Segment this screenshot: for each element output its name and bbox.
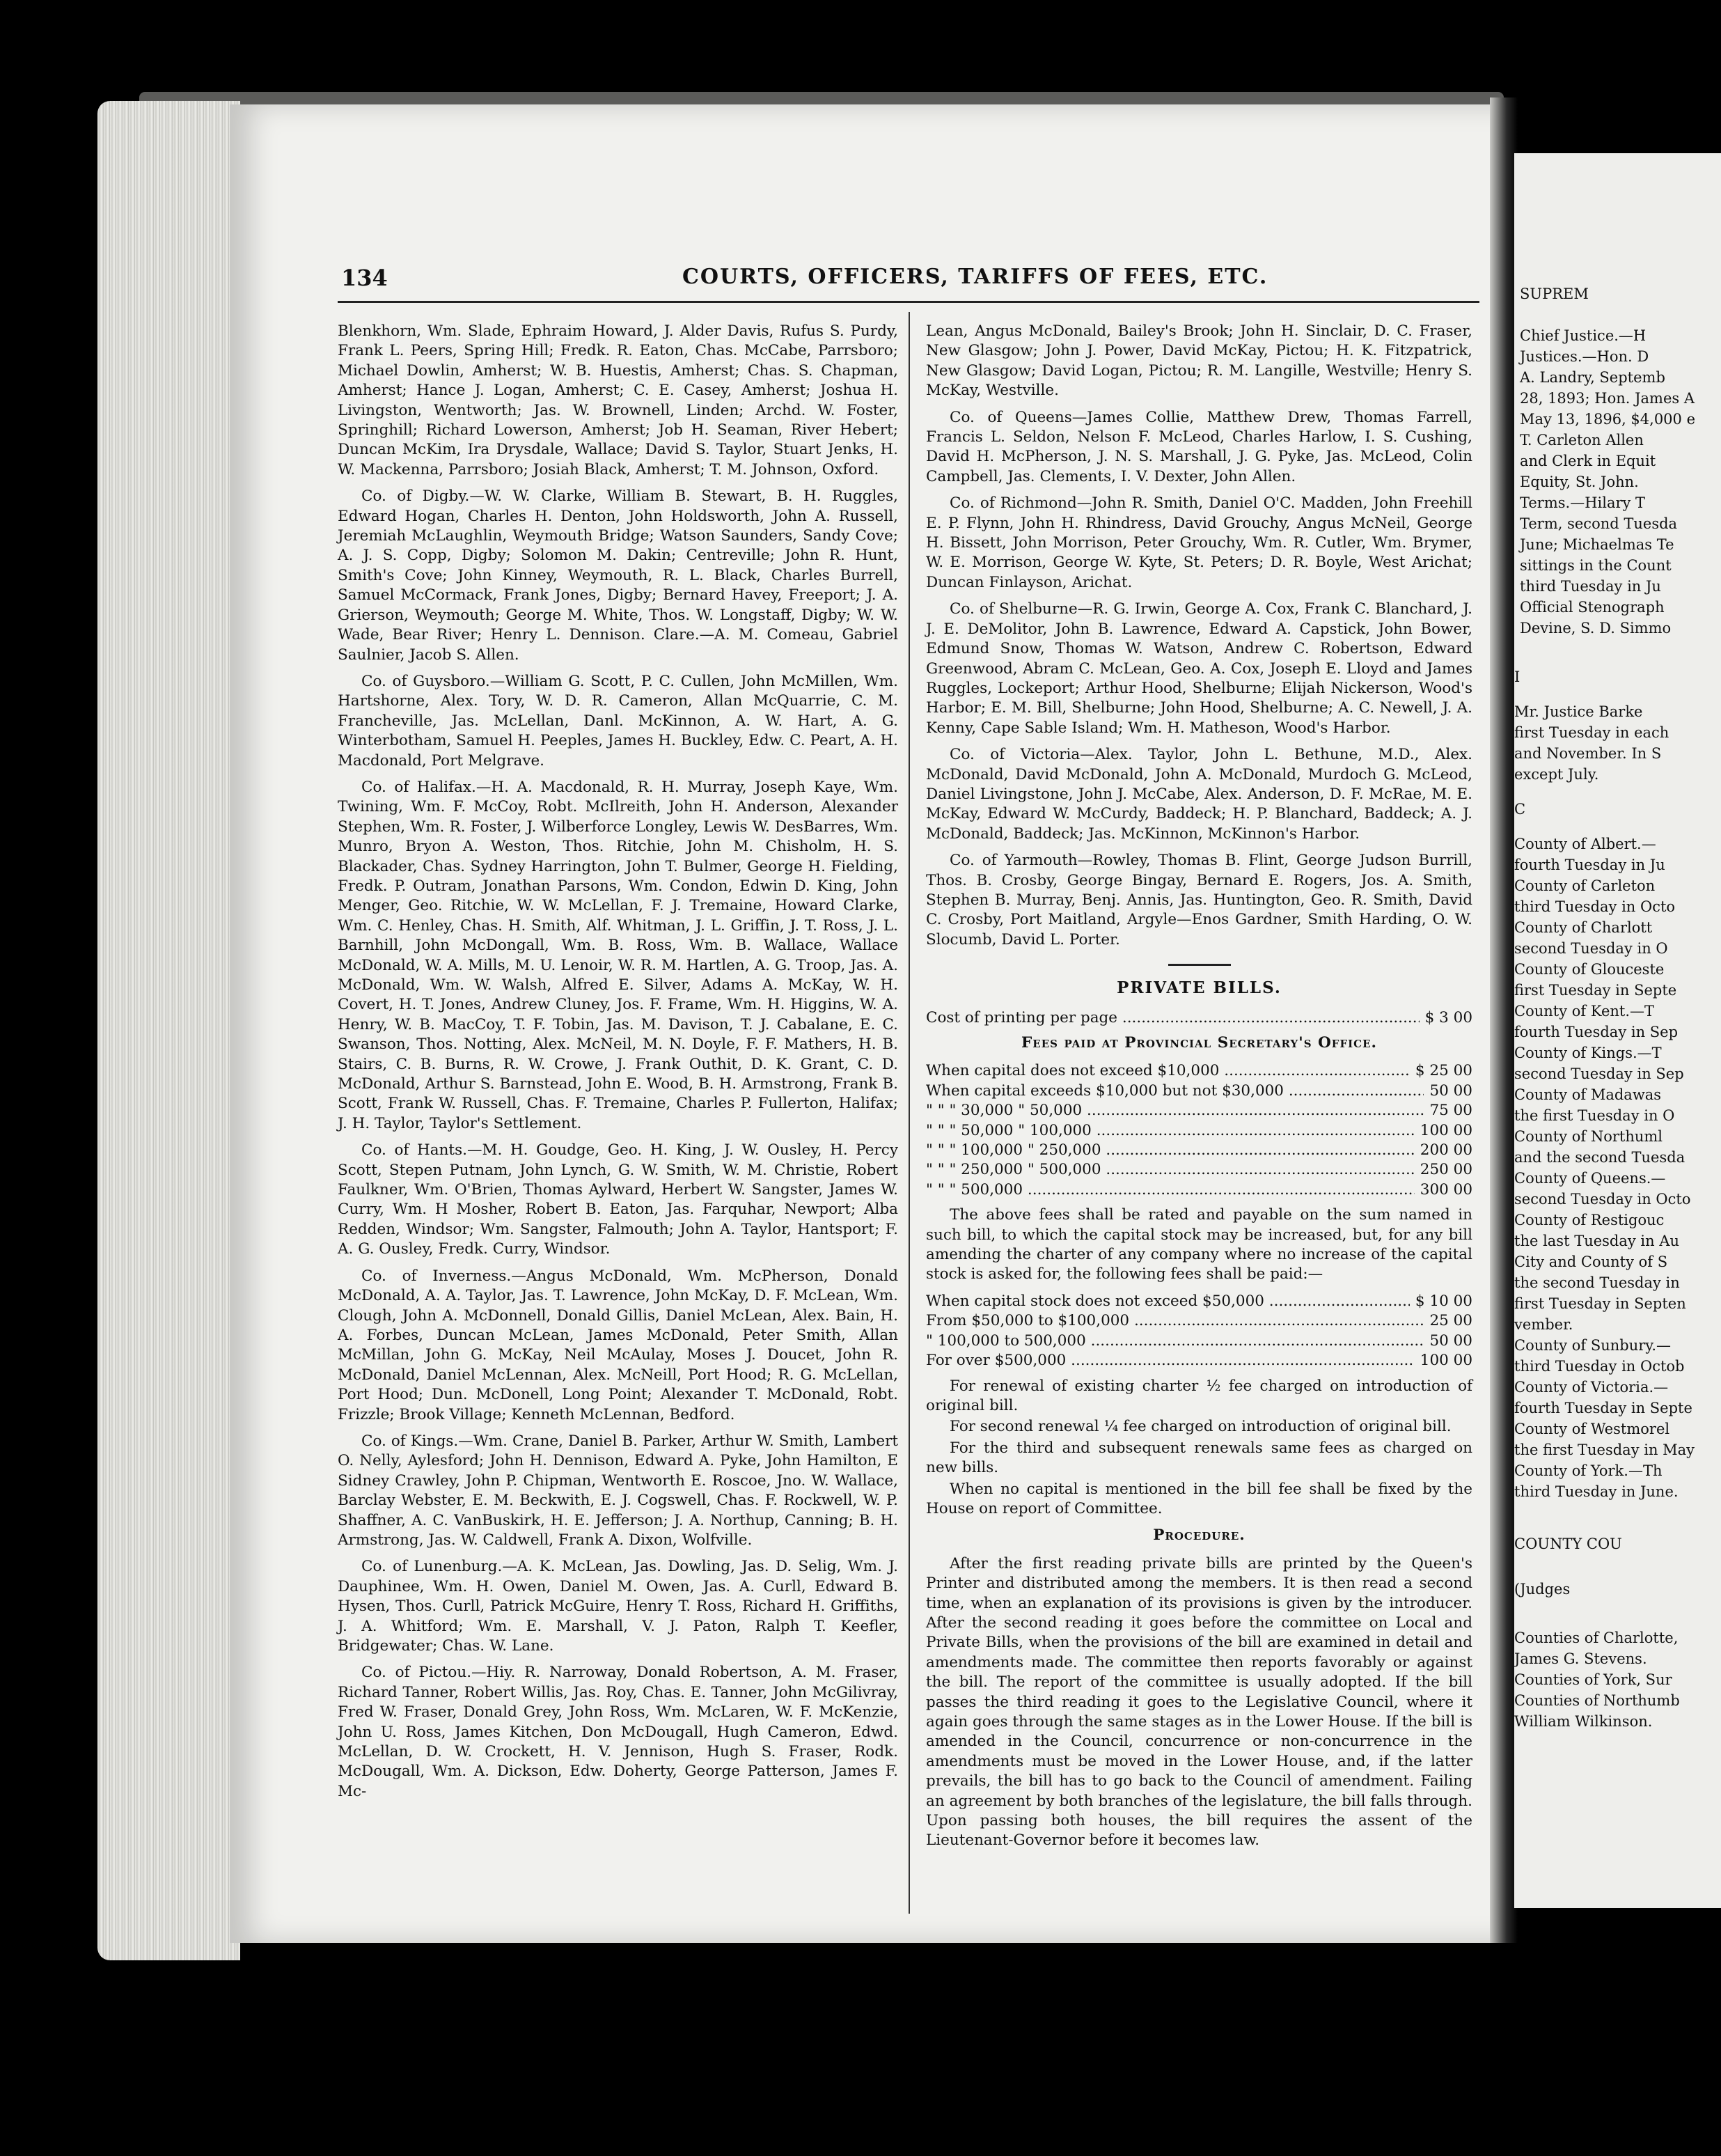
capital-fee-row xyxy=(926,1121,1472,1141)
right-page-line: fourth Tuesday in Septe xyxy=(1514,1400,1692,1416)
amendment-fee-row xyxy=(926,1311,1472,1331)
paragraph-inverness: Co. of Inverness.—Angus McDonald, Wm. McPherson, Donald McDonald, A. A. Taylor, Jas. T. Lawrence, John McKay, D. F. McLean, Wm. Clough, John A. McDonnell, Donald Gillis, Daniel McLean, Alex. Bain, H. A. Forbes, Duncan McLean, James McDonald, Peter Smith, Allan McMillan, John G. McKay, Neil McAulay, Moses J. Doucet, John R. McDonald, Daniel McLennan, Alex. McNeill, Port Hood; R. G. McLellan, Port Hood; Dun. McDonell, Long Point; Alexander T. McDonald, Robt. Frizzle; Brook Village; Kenneth McLennan, Bedford. xyxy=(338,1267,898,1423)
printing-cost-row xyxy=(926,1008,1472,1028)
paragraph-cumberland-cont: Blenkhorn, Wm. Slade, Ephraim Howard, J. Alder Davis, Rufus S. Purdy, Frank L. Peers, Spring Hill; Fredk. R. Eaton, Chas. McCabe, Parrsboro; Michael Dowlin, Amherst; W. B. Huestis, Amherst; Chas. S. Chapman, Amherst; Hance J. Logan, Amherst; C. E. Casey, Amherst; Joshua H. Livingston, Wentworth; Jas. W. Brownell, Linden; Archd. W. Foster, Springhill; Richard Lowerson, Amherst; Job H. Seaman, River Hebert; Duncan McKim, Ira Drysdale, Wallace; David S. Taylor, Stuart Jenks, H. W. Mackenna, Parrsboro; Josiah Black, Amherst; T. M. Johnson, Oxford. xyxy=(338,322,898,478)
right-page-line: William Wilkinson. xyxy=(1514,1713,1653,1730)
right-page-line: and November. In S xyxy=(1514,745,1662,762)
right-page-line: County of Northuml xyxy=(1514,1128,1663,1145)
right-page-line: second Tuesday in Octo xyxy=(1514,1191,1691,1208)
right-page-line: C xyxy=(1514,801,1526,818)
amendment-fees-table xyxy=(926,1292,1472,1371)
left-column xyxy=(338,322,898,1809)
right-page-line: the first Tuesday in O xyxy=(1514,1107,1675,1124)
private-bills-heading: PRIVATE BILLS. xyxy=(1117,978,1282,998)
right-page-line: County of Glouceste xyxy=(1514,961,1665,978)
capital-fee-amount: 250 00 xyxy=(1420,1161,1472,1179)
capital-fee-amount: $ 25 00 xyxy=(1415,1062,1472,1080)
book-gutter xyxy=(1490,97,1518,1943)
capital-fee-row xyxy=(926,1141,1472,1160)
capital-fee-row xyxy=(926,1160,1472,1180)
right-page-line: County of York.—Th xyxy=(1514,1462,1663,1479)
right-page-line: Mr. Justice Barke xyxy=(1514,703,1643,720)
right-page-line: Justices.—Hon. D xyxy=(1520,348,1649,365)
amendment-fee-label: " 100,000 to 500,000 ..... xyxy=(926,1331,1424,1351)
capital-fee-label: When capital exceeds $10,000 but not $30,000 ..... xyxy=(926,1081,1424,1101)
paragraph-richmond: Co. of Richmond—John R. Smith, Daniel O'C. Madden, John Freehill E. P. Flynn, John H. Rhindress, David Grouchy, Angus McNeil, George H. Bissett, John Morrison, Peter Grouchy, Wm. R. Cutler, Wm. Brymer, W. E. Morrison, George W. Kyte, St. Peters; D. R. Boyle, West Arichat; Duncan Finlayson, Arichat. xyxy=(926,494,1472,591)
right-page-line: first Tuesday in Septen xyxy=(1514,1295,1686,1312)
capital-fee-amount: 50 00 xyxy=(1429,1081,1472,1100)
running-title: COURTS, OFFICERS, TARIFFS OF FEES, ETC. xyxy=(682,265,1268,289)
right-page-line: first Tuesday in Septe xyxy=(1514,982,1677,999)
renewal-note-4: When no capital is mentioned in the bill fee shall be fixed by the House on report of Committee. xyxy=(926,1480,1472,1517)
right-page-line: the first Tuesday in May xyxy=(1514,1442,1695,1458)
right-page-line: the last Tuesday in Au xyxy=(1514,1233,1680,1249)
paragraph-queens: Co. of Queens—James Collie, Matthew Drew, Thomas Farrell, Francis L. Seldon, Nelson F. McLeod, Charles Harlow, I. S. Cushing, David H. McPherson, J. N. S. Marshall, J. G. Pyke, Jas. McLeod, Colin Campbell, Jas. Clements, I. V. Dexter, John Allen. xyxy=(926,408,1472,485)
renewal-note-3: For the third and subsequent renewals same fees as charged on new bills. xyxy=(926,1439,1472,1477)
capital-fee-amount: 75 00 xyxy=(1429,1102,1472,1120)
paragraph-pictou: Co. of Pictou.—Hiy. R. Narroway, Donald Robertson, A. M. Fraser, Richard Tanner, Robert Willis, Jas. Roy, Chas. E. Tanner, John McGilivray, Fred W. Fraser, Donald Grey, John Ross, Wm. McLaren, W. F. McKenzie, John U. Ross, James Kitchen, Don McDougall, Hugh Cameron, Edwd. McLellan, D. W. Crockett, H. V. Jennison, Hugh S. Fraser, Rodk. McDougall, Wm. A. Dickson, Edw. Doherty, George Patterson, James F. Mc- xyxy=(338,1664,898,1800)
amendment-fee-amount: $ 10 00 xyxy=(1415,1292,1472,1310)
right-page-line: County of Charlott xyxy=(1514,919,1653,936)
paragraph-pictou-cont: Lean, Angus McDonald, Bailey's Brook; John H. Sinclair, D. C. Fraser, New Glasgow; John J. Power, David McKay, Pictou; H. K. Fitzpatrick, New Glasgow; David Logan, Pictou; R. M. Langille, Westville; Henry S. McKay, Westville. xyxy=(926,322,1472,400)
right-page-line: Equity, St. John. xyxy=(1520,474,1639,490)
paragraph-hants: Co. of Hants.—M. H. Goudge, Geo. H. King, J. W. Ousley, H. Percy Scott, Stepen Putnam, John Lynch, G. W. Smith, W. M. Christie, Robert Faulkner, Wm. O'Brien, Thomas Aylward, Herbert W. Sangster, James W. Curry, Wm. H Mosher, Robert B. Eaton, Jas. Farquhar, Newport; Alba Redden, Windsor; Wm. Sangster, Falmouth; John A. Taylor, Hantsport; F. A. G. Ousley, Fredk. Curry, Windsor. xyxy=(338,1141,898,1258)
paragraph-kings: Co. of Kings.—Wm. Crane, Daniel B. Parker, Arthur W. Smith, Lambert O. Nelly, Aylesford; John H. Dennison, Edward A. Pyke, John Hamilton, E Sidney Crawley, John P. Chipman, Wentworth E. Roscoe, Jno. W. Wallace, Barclay Webster, E. M. Beckwith, E. J. Cogswell, Chas. F. Rockwell, W. P. Shaffner, A. C. VanBuskirk, H. E. Jefferson; J. A. Northup, Canning; B. H. Armstrong, Jas. W. Caldwell, Frank A. Dixon, Wolfville. xyxy=(338,1432,898,1549)
right-page-line: SUPREM xyxy=(1520,286,1589,302)
right-page-line: the second Tuesday in xyxy=(1514,1274,1680,1291)
capital-fee-row xyxy=(926,1081,1472,1101)
right-page-line: Term, second Tuesda xyxy=(1520,515,1678,532)
right-page-line: first Tuesday in each xyxy=(1514,724,1669,741)
right-page-line: T. Carleton Allen xyxy=(1520,432,1644,448)
right-page-line: vember. xyxy=(1514,1316,1573,1333)
capital-fee-amount: 100 00 xyxy=(1420,1121,1472,1139)
amendment-fee-amount: 50 00 xyxy=(1429,1331,1472,1350)
amendment-fee-row xyxy=(926,1292,1472,1311)
paragraph-halifax: Co. of Halifax.—H. A. Macdonald, R. H. Murray, Joseph Kaye, Wm. Twining, Wm. F. McCoy, Robt. McIlreith, John H. Anderson, Alexander Stephen, Wm. R. Foster, J. Wilberforce Longley, Lewis W. DesBarres, Wm. Munro, Bryon A. Weston, Thos. Ritchie, John M. Chisholm, H. S. Blackader, Chas. Sydney Harrington, John T. Bulmer, George H. Fielding, Fredk. P. Outram, Jonathan Parsons, Wm. Condon, Edwin D. King, John Menger, Geo. Ritchie, W. W. McLellan, F. J. Tremaine, Howard Clarke, Wm. C. Henley, Chas. H. Smith, Alf. Whitman, J. L. Griffin, J. T. Ross, J. L. Barnhill, John McDongall, Wm. B. Ross, Wm. B. Wallace, Wallace McDonald, W. A. Mills, M. U. Lenoir, W. R. M. Hartlen, A. G. Troop, Jas. A. McDonald, Wm. W. Walsh, Alfred E. Silver, Adams A. McKay, W. H. Covert, H. T. Jones, Andrew Cluney, Jos. F. Frame, Wm. H. Higgins, W. A. Henry, W. B. MacCoy, T. F. Tobin, Jas. M. Davison, T. J. Cabalane, E. C. Swanson, Thos. Notting, Alex. McNeil, M. N. Doyle, F. F. Mathers, H. B. Stairs, C. B. Burns, R. W. Crowe, J. Frank Outhit, D. K. Grant, C. D. McDonald, Arthur S. Barnstead, John E. Wood, B. H. Armstrong, Frank B. Scott, Frank W. Russell, Chas. F. Tremaine, Charles P. Fullerton, Halifax; J. H. Taylor, Taylor's Settlement. xyxy=(338,778,898,1132)
fees-heading: Fees paid at Provincial Secretary's Office. xyxy=(1021,1034,1377,1052)
right-page-line: County of Restigouc xyxy=(1514,1212,1665,1228)
right-page-line: City and County of S xyxy=(1514,1253,1668,1270)
paragraph-shelburne: Co. of Shelburne—R. G. Irwin, George A. Cox, Frank C. Blanchard, J. J. E. DeMolitor, John B. Lawrence, Edward A. Capstick, John Bower, Edmund Snow, Thomas W. Watson, Andrew C. Robertson, Edward Greenwood, Abram C. McLean, Geo. A. Cox, Joseph E. Lloyd and James Ruggles, Lockeport; Arthur Hood, Shelburne; Elijah Nickerson, Wood's Harbor; E. M. Bill, Shelburne; John Hood, Shelburne; A. C. Newell, J. A. Kenny, Cape Sable Island; Wm. H. Matheson, Wood's Harbor. xyxy=(926,600,1472,737)
right-page-line: Counties of Northumb xyxy=(1514,1692,1680,1709)
right-page-line: County of Kings.—T xyxy=(1514,1045,1662,1061)
right-page-line: County of Carleton xyxy=(1514,877,1656,894)
book-page-edges xyxy=(97,101,240,1960)
right-page-line: Official Stenograph xyxy=(1520,599,1665,616)
amendment-fee-label: For over $500,000 ..... xyxy=(926,1351,1415,1370)
right-page-line: June; Michaelmas Te xyxy=(1520,536,1674,553)
renewal-note-1: For renewal of existing charter ½ fee charged on introduction of original bill. xyxy=(926,1377,1472,1414)
right-page-line: 28, 1893; Hon. James A xyxy=(1520,390,1695,407)
capital-fee-label: " " " 250,000 " 500,000 ..... xyxy=(926,1160,1415,1180)
printing-cost-amount: $ 3 00 xyxy=(1424,1008,1472,1026)
right-page-line: May 13, 1896, $4,000 e xyxy=(1520,411,1696,428)
right-page-line: County of Madawas xyxy=(1514,1086,1662,1103)
right-page-line: second Tuesday in O xyxy=(1514,940,1668,957)
right-page-line: fourth Tuesday in Ju xyxy=(1514,857,1665,873)
amendment-fee-label: From $50,000 to $100,000 ..... xyxy=(926,1311,1424,1331)
capital-fee-row xyxy=(926,1061,1472,1081)
capital-fee-label: When capital does not exceed $10,000 ..... xyxy=(926,1061,1410,1081)
right-page-line: except July. xyxy=(1514,766,1599,783)
right-page-line: fourth Tuesday in Sep xyxy=(1514,1024,1679,1040)
capital-fee-amount: 200 00 xyxy=(1420,1141,1472,1159)
capital-fee-row xyxy=(926,1180,1472,1200)
right-page-line: third Tuesday in Octo xyxy=(1514,898,1676,915)
right-page-line: Counties of Charlotte, xyxy=(1514,1630,1679,1646)
paragraph-lunenburg: Co. of Lunenburg.—A. K. McLean, Jas. Dowling, Jas. D. Selig, Wm. J. Dauphinee, Wm. H. Owen, Daniel M. Owen, Jas. A. Curll, Edward B. Hysen, Thos. Curll, Patrick McGuire, Henry T. Ross, Richard H. Griffiths, J. A. Whitford; Wm. E. Marshall, V. J. Paton, Ralph T. Keefler, Bridgewater; Chas. W. Lane. xyxy=(338,1558,898,1655)
right-page-line: second Tuesday in Sep xyxy=(1514,1065,1684,1082)
right-page-line: COUNTY COU xyxy=(1514,1536,1622,1552)
page-number: 134 xyxy=(341,265,388,291)
right-page-line: and the second Tuesda xyxy=(1514,1149,1685,1166)
right-page-line: County of Sunbury.— xyxy=(1514,1337,1672,1354)
right-page-line: County of Queens.— xyxy=(1514,1170,1666,1187)
capital-fee-label: " " " 100,000 " 250,000 ..... xyxy=(926,1141,1415,1160)
paragraph-victoria: Co. of Victoria—Alex. Taylor, John L. Bethune, M.D., Alex. McDonald, David McDonald, John A. McDonald, Murdoch G. McLeod, Daniel Livingstone, John J. McCabe, Alex. Anderson, D. F. McRae, M. E. McKay, Edward W. McCurdy, Baddeck; H. P. Blanchard, Baddeck; A. J. McDonald, Baddeck; Jas. McKinnon, McKinnon's Harbor. xyxy=(926,746,1472,843)
right-page-line: third Tuesday in Ju xyxy=(1520,578,1661,595)
paragraph-guysboro: Co. of Guysboro.—William G. Scott, P. C. Cullen, John McMillen, Wm. Hartshorne, Alex. Tory, W. D. R. Cameron, Allan McQuarrie, C. M. Francheville, Jas. McLellan, Danl. McKinnon, A. W. Hart, A. G. Winterbotham, Samuel H. Peeples, James H. Buckley, Edw. C. Peart, A. H. Macdonald, Port Melgrave. xyxy=(338,672,898,770)
capital-fee-label: " " " 50,000 " 100,000 ..... xyxy=(926,1121,1415,1141)
right-page-line: County of Victoria.— xyxy=(1514,1379,1669,1396)
capital-fee-amount: 300 00 xyxy=(1420,1180,1472,1198)
right-page-line: James G. Stevens. xyxy=(1514,1650,1647,1667)
right-page-line: Chief Justice.—H xyxy=(1520,327,1647,344)
capital-fee-row xyxy=(926,1101,1472,1120)
header-rule xyxy=(338,301,1479,303)
right-page-line: third Tuesday in Octob xyxy=(1514,1358,1685,1375)
paragraph-digby: Co. of Digby.—W. W. Clarke, William B. Stewart, B. H. Ruggles, Edward Hogan, Charles H. Denton, John Holdsworth, John A. Russell, Jeremiah McLaughlin, Weymouth Bridge; Watson Saunders, Sandy Cove; A. J. S. Copp, Digby; Solomon M. Dakin; Centreville; John R. Hunt, Smith's Cove; John Kinney, Weymouth, R. L. Black, Charles Burrell, Samuel McCormack, Frank Jones, Digby; Bernard Havey, Freeport; J. A. Grierson, Weymouth; George M. White, Thos. W. Longstaff, Digby; W. W. Wade, Bear River; Henry L. Dennison. Clare.—A. M. Comeau, Gabriel Saulnier, Jacob S. Allen. xyxy=(338,487,898,664)
right-page-line: sittings in the Count xyxy=(1520,557,1672,574)
right-page-fragment xyxy=(1514,153,1721,1908)
right-page-line: County of Westmorel xyxy=(1514,1421,1670,1437)
right-page-line: and Clerk in Equit xyxy=(1520,453,1656,469)
capital-fee-label: " " " 500,000 ..... xyxy=(926,1180,1415,1200)
section-rule xyxy=(1168,964,1231,966)
procedure-text: After the first reading private bills are printed by the Queen's Printer and distributed among the members. It is then read a second time, when an explanation of its provisions is given by the introducer. After the second reading it goes before the committee on Local and Private Bills, when the provisions of the bill are examined in detail and amendments made. The committee then reports favorably or against the bill. The report of the committee is usually adopted. If the bill passes the third reading it goes to the Legislative Council, where it again goes through the same stages as in the Lower House. If the bill is amended in the Council, concurrence or non-concurrence in the amendments must be moved in the Lower House, and, if the latter prevails, the bill has to go back to the Council of amendment. Failing an agreement by both branches of the legislature, the bill falls through. Upon passing both houses, the bill requires the assent of the Lieutenant-Governor before it becomes law. xyxy=(926,1554,1472,1850)
amendment-fee-row xyxy=(926,1351,1472,1370)
right-page-line: Counties of York, Sur xyxy=(1514,1671,1672,1688)
column-divider xyxy=(909,312,910,1914)
procedure-heading: Procedure. xyxy=(1153,1526,1245,1545)
fees-note: The above fees shall be rated and payable on the sum named in such bill, to which the capital stock may be increased, but, for any bill amending the charter of any company where no increase of the capital stock is asked for, the following fees shall be paid:— xyxy=(926,1206,1472,1283)
right-page-line: (Judges xyxy=(1514,1581,1571,1598)
amendment-fee-amount: 25 00 xyxy=(1429,1312,1472,1330)
right-page-line: County of Albert.— xyxy=(1514,836,1656,852)
right-page-line: Terms.—Hilary T xyxy=(1520,494,1646,511)
renewal-note-2: For second renewal ¼ fee charged on introduction of original bill. xyxy=(950,1418,1452,1436)
amendment-fee-label: When capital stock does not exceed $50,000 ..... xyxy=(926,1292,1410,1311)
capital-fee-label: " " " 30,000 " 50,000 ..... xyxy=(926,1101,1424,1120)
right-page-line: County of Kent.—T xyxy=(1514,1003,1655,1020)
right-page-line: I xyxy=(1514,669,1520,685)
right-page-line: third Tuesday in June. xyxy=(1514,1483,1679,1500)
right-page-line: A. Landry, Septemb xyxy=(1520,369,1665,386)
right-page-line: Devine, S. D. Simmo xyxy=(1520,620,1672,636)
printing-cost-label: Cost of printing per page ..... xyxy=(926,1008,1420,1028)
middle-column xyxy=(926,322,1472,1858)
paragraph-yarmouth: Co. of Yarmouth—Rowley, Thomas B. Flint, George Judson Burrill, Thos. B. Crosby, George Bingay, Bernard E. Rogers, Jos. A. Smith, Stephen B. Murray, Benj. Annis, Jas. Huntington, Geo. R. Smith, David C. Crosby, Port Maitland, Argyle—Enos Gardner, Smith Harding, O. W. Slocumb, David L. Porter. xyxy=(926,852,1472,948)
amendment-fee-amount: 100 00 xyxy=(1420,1352,1472,1370)
fees-table xyxy=(926,1061,1472,1200)
amendment-fee-row xyxy=(926,1331,1472,1351)
